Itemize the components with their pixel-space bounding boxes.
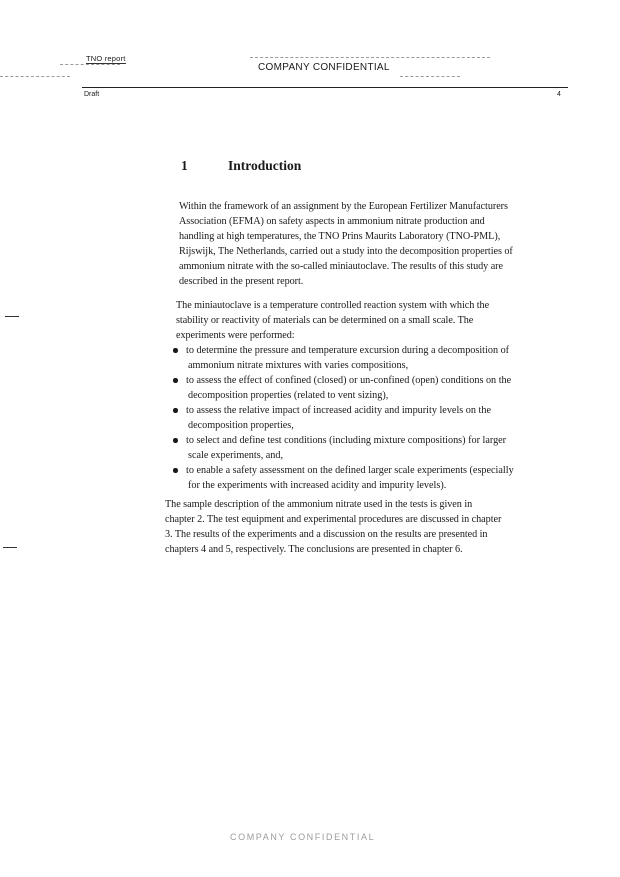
text-line: chapter 2. The test equipment and experimental procedures are discussed in chapter [165, 514, 502, 525]
text-line: experiments were performed: [176, 330, 295, 341]
scan-noise [60, 64, 120, 65]
text-line: 3. The results of the experiments and a discussion on the results are presented in [165, 529, 488, 540]
bullet-icon [173, 408, 178, 413]
text-line: decomposition properties (related to vent sizing), [188, 390, 389, 401]
text-line: The sample description of the ammonium nitrate used in the tests is given in [165, 499, 473, 510]
list-item [172, 343, 514, 373]
header-rule [82, 87, 568, 88]
section-title: Introduction [228, 158, 302, 173]
list-item [172, 373, 514, 403]
draft-label: Draft [84, 91, 100, 98]
objectives-list [172, 343, 514, 493]
paragraph-miniautoclave [176, 298, 489, 343]
list-item [172, 433, 514, 463]
text-line: stability or reactivity of materials can be determined on a small scale. The [176, 315, 474, 326]
list-item [172, 463, 514, 493]
list-item [172, 403, 514, 433]
text-line: for the experiments with increased acidity and impurity levels). [188, 480, 447, 491]
text-line: ammonium nitrate with the so-called miniautoclave. The results of this study are [179, 261, 503, 272]
text-line: decomposition properties, [188, 420, 294, 431]
text-line: Association (EFMA) on safety aspects in ammonium nitrate production and [179, 216, 485, 227]
text-line: Within the framework of an assignment by the European Fertilizer Manufacturers [179, 201, 508, 212]
bullet-icon [173, 438, 178, 443]
bullet-icon [173, 468, 178, 473]
text-line: scale experiments, and, [188, 450, 284, 461]
text-line: to enable a safety assessment on the defined larger scale experiments (especially [186, 465, 514, 476]
text-line: chapters 4 and 5, respectively. The conclusions are presented in chapter 6. [165, 544, 463, 555]
scan-noise [400, 76, 460, 77]
bullet-icon [173, 348, 178, 353]
paragraph-intro [179, 199, 513, 289]
scan-noise [0, 76, 70, 77]
section-number: 1 [181, 158, 188, 173]
text-line: to determine the pressure and temperature excursion during a decomposition of [186, 345, 510, 356]
paragraph-outline [165, 497, 501, 557]
text-line: to select and define test conditions (including mixture compositions) for larger [186, 435, 507, 446]
scan-noise [250, 57, 490, 58]
confidential-label: COMPANY CONFIDENTIAL [258, 62, 390, 73]
text-line: Rijswijk, The Netherlands, carried out a study into the decomposition properties of [179, 246, 513, 257]
report-label: TNO report [86, 54, 126, 63]
text-line: The miniautoclave is a temperature controlled reaction system with which the [176, 300, 490, 311]
text-line: described in the present report. [179, 276, 304, 287]
scan-mark [3, 547, 17, 548]
scan-mark [5, 316, 19, 317]
text-line: ammonium nitrate mixtures with varies compositions, [188, 360, 409, 371]
text-line: to assess the effect of confined (closed) or un-confined (open) conditions on the [186, 375, 512, 386]
text-line: to assess the relative impact of increased acidity and impurity levels on the [186, 405, 491, 416]
text-line: handling at high temperatures, the TNO Prins Maurits Laboratory (TNO-PML), [179, 231, 501, 242]
footer-confidential: COMPANY CONFIDENTIAL [230, 832, 376, 842]
page-number: 4 [557, 91, 561, 98]
bullet-icon [173, 378, 178, 383]
